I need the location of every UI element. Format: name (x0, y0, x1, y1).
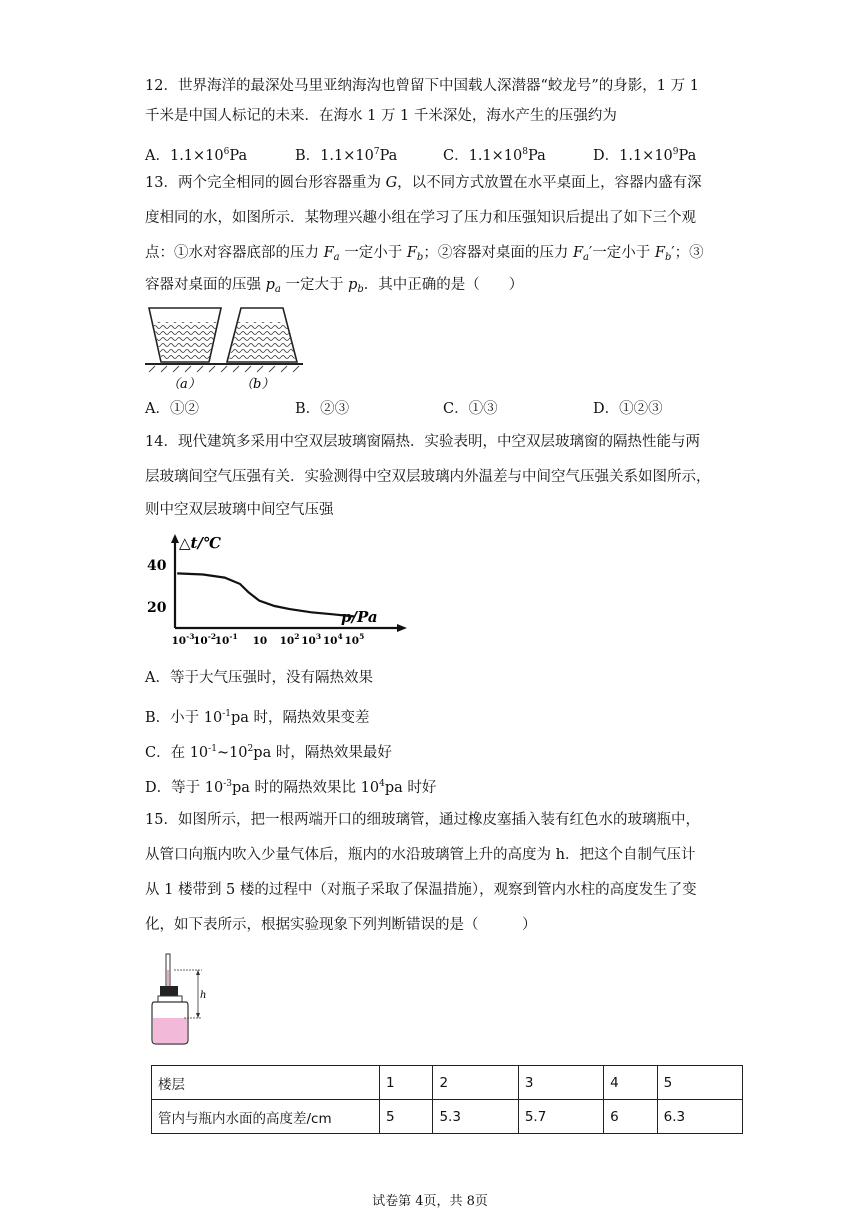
figure-label-a: （a） (167, 377, 201, 392)
q13-line-1: 13．两个完全相同的圆台形容器重为 G，以不同方式放置在水平桌面上，容器内盛有深 (145, 175, 702, 191)
table-row (152, 1066, 743, 1100)
height-label: h (200, 990, 207, 1001)
x-tick-label: $10^{-1}$ (214, 632, 238, 647)
figure-label-b: （b） (240, 377, 275, 392)
q15-line-3: 从 1 楼带到 5 楼的过程中（对瓶子采取了保温措施），观察到管内水柱的高度发生了变 (145, 882, 697, 898)
y-axis-arrow (171, 534, 179, 543)
table-cell: 5.3 (433, 1100, 518, 1134)
x-tick-label: $10^{-2}$ (193, 632, 217, 647)
series-line (177, 573, 354, 616)
q14-option-a[interactable]: A．等于大气压强时，没有隔热效果 (145, 670, 373, 686)
y-tick-label: 20 (147, 600, 167, 616)
rubber-stopper (160, 986, 178, 996)
q14-option-c[interactable]: C．在 $10^{-1}\sim 10^2pa$ 时，隔热效果最好 (145, 744, 392, 761)
q13-option-b[interactable]: B．②③ (295, 401, 350, 417)
page-footer: 试卷第 4页，共 8页 (372, 1194, 488, 1209)
table-cell: 5 (657, 1066, 742, 1100)
table-cell: 4 (604, 1066, 657, 1100)
table-cell: 6.3 (657, 1100, 742, 1134)
q14-option-b[interactable]: B．小于 $10^{-1}pa$ 时，隔热效果变差 (145, 709, 370, 726)
table-cell: 3 (518, 1066, 603, 1100)
q13-option-c[interactable]: C．①③ (443, 401, 498, 417)
q13-containers-figure (145, 300, 305, 394)
q13-line-2: 度相同的水，如图所示．某物理兴趣小组在学习了压力和压强知识后提出了如下三个观 (145, 210, 696, 226)
q12-option-d[interactable]: D．$1.1\times 10^9Pa$ (593, 147, 697, 164)
y-tick-label: 40 (147, 558, 167, 574)
q14-option-d[interactable]: D．等于 $10^{-3}pa$ 时的隔热效果比 $10^4pa$ 时好 (145, 779, 437, 796)
q12-line-1: 12．世界海洋的最深处马里亚纳海沟也曾留下中国载人深潜器“蛟龙号”的身影，1 万 1 (145, 78, 699, 94)
q12-option-c[interactable]: C．$1.1\times 10^8Pa$ (443, 147, 546, 164)
barometer-figure (148, 950, 212, 1046)
x-tick-label: $10^5$ (344, 632, 365, 647)
table-cell: 5.7 (518, 1100, 603, 1134)
q12-option-a[interactable]: A．$1.1\times 10^6Pa$ (145, 147, 248, 164)
table-row (152, 1100, 743, 1134)
pressure-temperature-chart (145, 530, 415, 652)
q12-line-2: 千米是中国人标记的未来．在海水 1 万 1 千米深处，海水产生的压强约为 (145, 108, 617, 124)
header-height-difference: 管内与瓶内水面的高度差/cm (152, 1100, 380, 1134)
x-axis-arrow (397, 624, 407, 632)
x-tick-label: $10^2$ (279, 632, 300, 647)
table-cell: 6 (604, 1100, 657, 1134)
header-floor: 楼层 (152, 1066, 380, 1100)
x-tick-label: $10^4$ (322, 632, 343, 647)
q13-option-d[interactable]: D．①②③ (593, 401, 663, 417)
q13-line-4: 容器对桌面的压强 $p_a$ 一定大于 $p_b$．其中正确的是（ ） (145, 277, 524, 295)
q15-line-2: 从管口向瓶内吹入少量气体后，瓶内的水沿玻璃管上升的高度为 h．把这个自制气压计 (145, 847, 696, 863)
y-axis-label: △t/℃ (179, 534, 221, 552)
q14-line-1: 14．现代建筑多采用中空双层玻璃窗隔热．实验表明，中空双层玻璃窗的隔热性能与两 (145, 434, 700, 450)
q15-line-4: 化，如下表所示，根据实验现象下列判断错误的是（ ） (145, 917, 537, 933)
x-tick-label: 10 (252, 635, 268, 647)
floor-height-table (151, 1065, 743, 1134)
table-cell: 2 (433, 1066, 518, 1100)
q13-option-a[interactable]: A．①② (145, 401, 199, 417)
q14-line-2: 层玻璃间空气压强有关．实验测得中空双层玻璃内外温差与中间空气压强关系如图所示， (145, 469, 711, 485)
x-tick-label: $10^{-3}$ (171, 632, 195, 647)
table-cell: 1 (380, 1066, 433, 1100)
q14-line-3: 则中空双层玻璃中间空气压强 (145, 502, 334, 518)
x-tick-label: $10^3$ (301, 632, 322, 647)
table-cell: 5 (380, 1100, 433, 1134)
q15-line-1: 15．如图所示，把一根两端开口的细玻璃管，通过橡皮塞插入装有红色水的玻璃瓶中， (145, 812, 700, 828)
x-axis-label: p/Pa (341, 608, 378, 626)
q12-option-b[interactable]: B．$1.1\times 10^7Pa$ (295, 147, 398, 164)
q13-line-3: 点：①水对容器底部的压力 $F_a$ 一定小于 $F_b$；②容器对桌面的压力 $F_a'$一定小于 $F_b'$；③ (145, 245, 704, 263)
